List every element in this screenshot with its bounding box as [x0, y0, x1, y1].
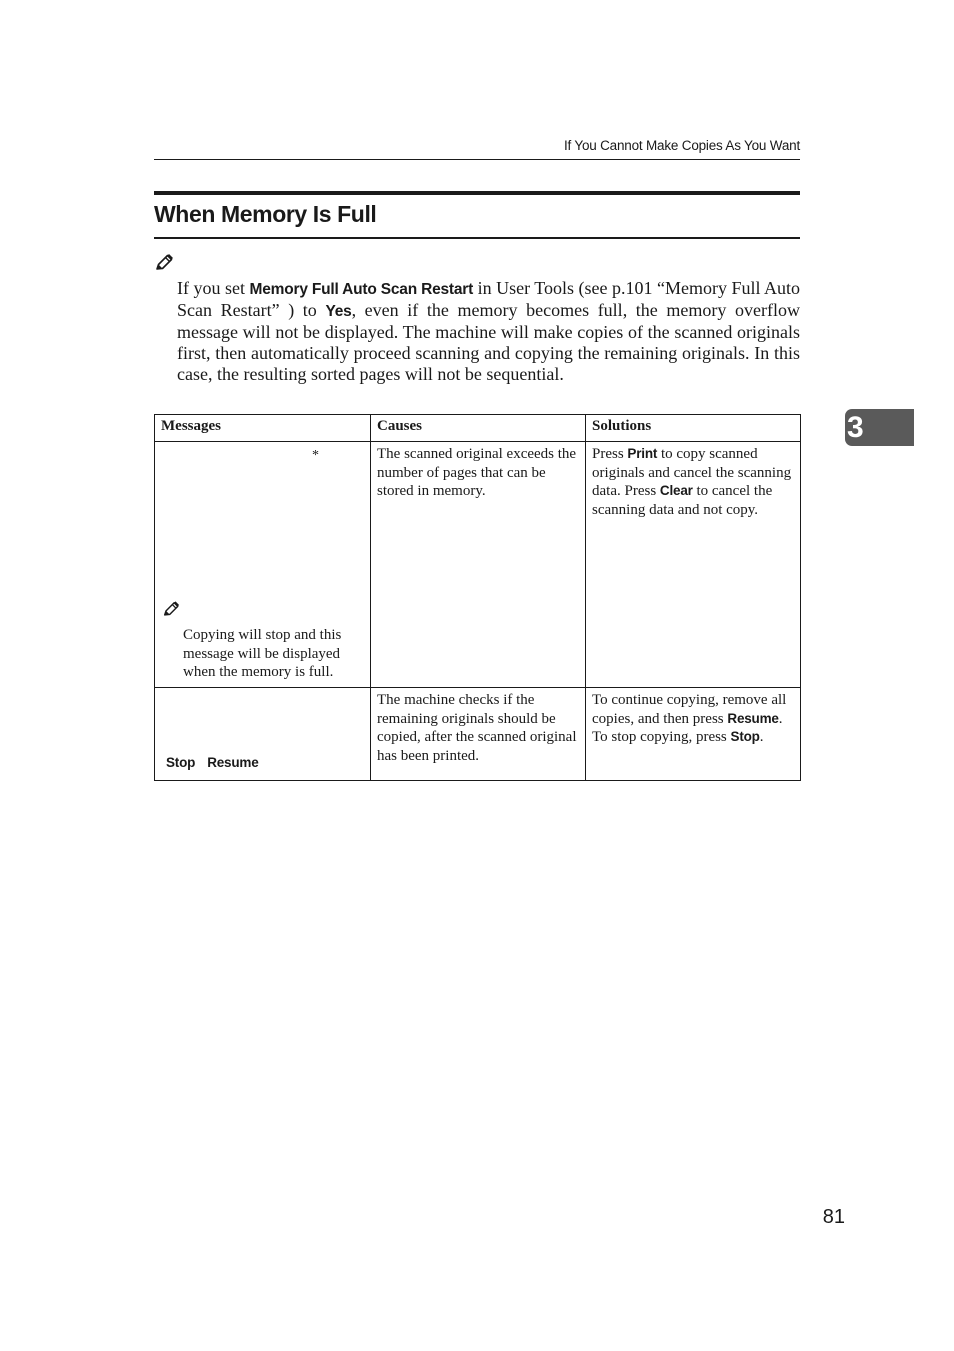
column-header-causes: Causes — [371, 415, 586, 442]
message-note: Copying will stop and this message will be displayed when the memory is full. — [183, 627, 342, 680]
running-head: If You Cannot Make Copies As You Want — [563, 138, 800, 153]
stop-key: Stop — [730, 729, 760, 744]
note-text-2: in User Tools (see p.101 “Memory Full Auto Scan Restart” ) to — [177, 278, 800, 320]
message-cell — [155, 442, 371, 688]
setting-name-key: Memory Full Auto Scan Restart — [249, 281, 474, 298]
pencil-note-icon — [154, 254, 174, 272]
clear-key: Clear — [659, 483, 693, 498]
header-rule — [154, 159, 800, 160]
display-keys — [166, 755, 259, 771]
setting-value-key: Yes — [325, 303, 352, 320]
cause-cell — [371, 442, 586, 688]
resume-key: Resume — [207, 755, 259, 770]
cause-text: The machine checks if the remaining originals should be copied, after the scanned original has been printed. — [377, 692, 577, 764]
stop-key: Stop — [166, 755, 196, 770]
solution-text-part: to cancel the scanning data and not copy. — [592, 483, 773, 518]
title-rule-bottom — [154, 237, 800, 239]
solution-cell — [586, 688, 801, 781]
column-header-messages: Messages — [155, 415, 371, 442]
resume-key: Resume — [727, 710, 779, 726]
solution-text-part: to copy scanned originals and cancel the scanning data. Press — [592, 446, 792, 499]
note-paragraph — [177, 278, 800, 385]
pencil-note-icon — [162, 601, 180, 618]
print-key: Print — [627, 446, 658, 461]
title-rule-top — [154, 191, 800, 195]
solution-cell — [586, 442, 801, 688]
solution-text — [592, 442, 794, 519]
column-header-solutions: Solutions — [586, 415, 801, 442]
section-title: When Memory Is Full — [154, 201, 377, 227]
page-number: 81 — [822, 1206, 845, 1228]
chapter-number: 3 — [847, 411, 864, 444]
solution-text-part: . — [759, 729, 764, 745]
table-header-row — [155, 415, 801, 442]
table-row — [155, 442, 801, 688]
solution-text-part: To continue copying, remove all copies, and then press — [592, 692, 787, 727]
solution-text-part: Press — [592, 446, 628, 462]
note-text-3: , even if the memory becomes full, the memory overflow message will not be displayed. The machine will make copies of the scanned originals first, then automatically proceed scanning and copying the remaining originals. In this case, the resulting sorted pages will not be sequential. — [177, 300, 800, 384]
solution-text — [592, 688, 794, 747]
solution-text-part: . To stop copying, press — [592, 710, 783, 745]
message-table — [154, 414, 801, 781]
message-cell — [155, 688, 371, 781]
note-text-1: If you set — [177, 278, 250, 298]
cause-text: The scanned original exceeds the number of pages that can be stored in memory. — [377, 446, 577, 499]
cause-cell — [371, 688, 586, 781]
footnote-asterisk: * — [312, 448, 319, 463]
chapter-tab — [845, 409, 914, 446]
table-row — [155, 688, 801, 781]
